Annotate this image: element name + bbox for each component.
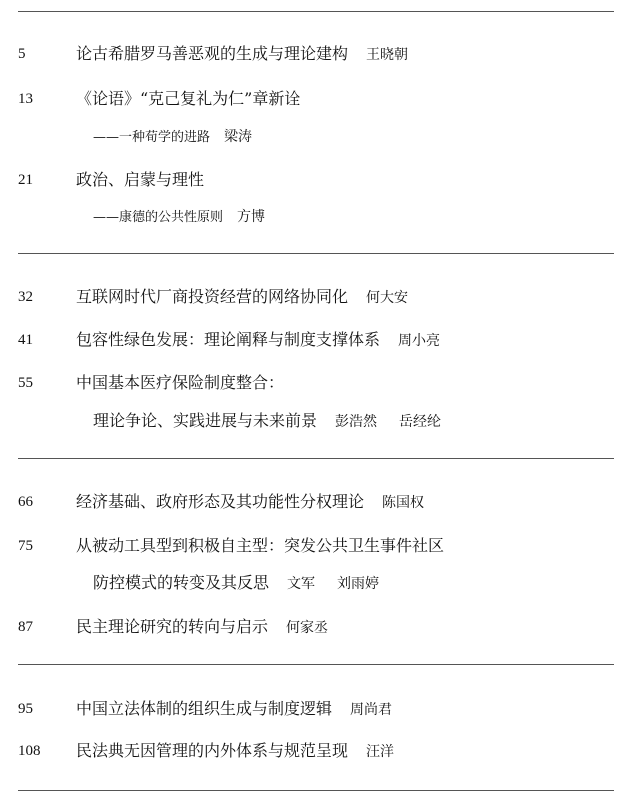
article-title: 中国立法体制的组织生成与制度逻辑 周尚君: [76, 699, 393, 718]
author-name: 方博: [237, 209, 266, 225]
divider: [18, 458, 614, 459]
article-title: 政治、启蒙与理性: [76, 170, 205, 189]
article-subtitle: ——康德的公共性原则 方博: [93, 209, 266, 225]
article-title: 《论语》“克己复礼为仁”章新诠: [76, 89, 301, 108]
toc-entry-subtitle: [0, 204, 632, 230]
toc-entry[interactable]: [0, 284, 632, 310]
author-name: 文军: [287, 576, 316, 592]
toc-entry[interactable]: [0, 696, 632, 722]
divider: [18, 790, 614, 791]
article-title: 从被动工具型到积极自主型：突发公共卫生事件社区: [76, 536, 445, 555]
toc-entry[interactable]: [0, 614, 632, 640]
page-number: 32: [18, 289, 33, 305]
toc-entry[interactable]: [0, 533, 632, 559]
author-name: 何家丞: [286, 620, 329, 636]
toc-entry[interactable]: [0, 167, 632, 193]
toc-entry[interactable]: [0, 370, 632, 396]
page-number: 21: [18, 172, 33, 188]
divider: [18, 664, 614, 665]
page-number: 5: [18, 46, 26, 62]
article-title: 论古希腊罗马善恶观的生成与理论建构 王晓朝: [76, 44, 409, 63]
author-name: 何大安: [366, 290, 409, 306]
page-number: 41: [18, 332, 33, 348]
page-number: 13: [18, 91, 33, 107]
toc-entry-continuation: [0, 408, 632, 434]
page-number: 95: [18, 701, 33, 717]
author-name: 王晓朝: [366, 47, 409, 63]
toc-entry-subtitle: [0, 124, 632, 150]
author-name: 梁涛: [224, 129, 253, 145]
toc-entry[interactable]: [0, 327, 632, 353]
divider: [18, 253, 614, 254]
author-name: 周小亮: [398, 333, 441, 349]
page-number: 87: [18, 619, 33, 635]
article-title: 民主理论研究的转向与启示 何家丞: [76, 617, 329, 636]
page-number: 66: [18, 494, 33, 510]
author-name: 周尚君: [350, 702, 393, 718]
article-title-line2: 防控模式的转变及其反思 文军 刘雨婷: [93, 573, 380, 592]
author-name: 汪洋: [366, 744, 395, 760]
toc-entry[interactable]: [0, 41, 632, 67]
article-title: 互联网时代厂商投资经营的网络协同化 何大安: [76, 287, 409, 306]
toc-entry[interactable]: [0, 86, 632, 112]
article-title: 中国基本医疗保险制度整合：: [76, 373, 285, 392]
author-name: 陈国权: [382, 495, 425, 511]
toc-entry[interactable]: [0, 489, 632, 515]
article-title-line2: 理论争论、实践进展与未来前景 彭浩然 岳经纶: [93, 411, 442, 430]
article-title: 经济基础、政府形态及其功能性分权理论 陈国权: [76, 492, 425, 511]
page-number: 75: [18, 538, 33, 554]
page-number: 108: [18, 743, 41, 759]
article-subtitle: ——一种荀学的进路 梁涛: [93, 129, 253, 145]
divider: [18, 11, 614, 12]
toc-entry-continuation: [0, 570, 632, 596]
article-title: 民法典无因管理的内外体系与规范呈现 汪洋: [76, 741, 395, 760]
author-name: 刘雨婷: [337, 576, 380, 592]
author-name: 彭浩然: [335, 414, 378, 430]
toc-entry[interactable]: [0, 738, 632, 764]
author-name: 岳经纶: [399, 414, 442, 430]
article-title: 包容性绿色发展：理论阐释与制度支撑体系 周小亮: [76, 330, 441, 349]
page-number: 55: [18, 375, 33, 391]
